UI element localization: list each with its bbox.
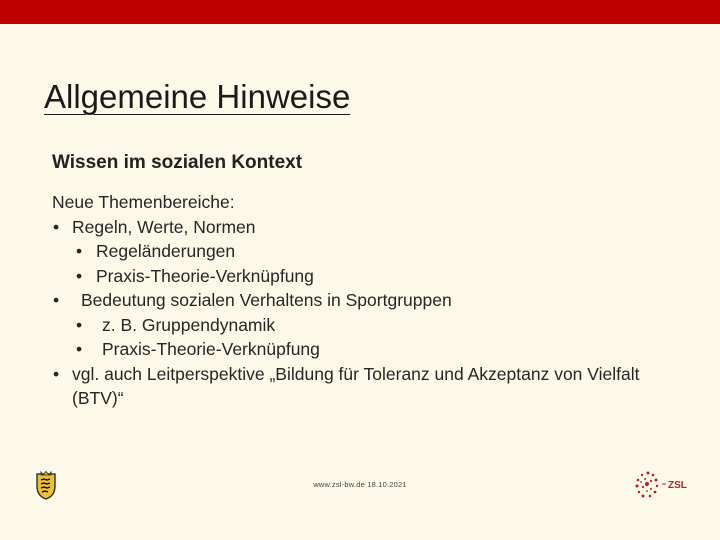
bullet-icon: • (76, 241, 83, 261)
bullet-icon: • (76, 314, 83, 335)
top-accent-bar (0, 0, 720, 24)
bullet-text: Regeländerungen (96, 241, 236, 261)
bullet-text: Bedeutung sozialen Verhaltens in Sportgruppen (81, 290, 452, 310)
zsl-logo-text: ZSL (668, 480, 687, 491)
sub-bullet-item (52, 313, 692, 338)
slide-body (52, 190, 692, 411)
bullet-icon: • (53, 363, 60, 384)
bullet-item (52, 362, 692, 411)
bullet-text: Regeln, Werte, Normen (72, 216, 256, 237)
bullet-item (52, 215, 692, 240)
bullet-text: Praxis-Theorie-Verknüpfung (96, 265, 314, 286)
slide-title: Allgemeine Hinweise (44, 78, 351, 115)
slide-subtitle: Wissen im sozialen Kontext (52, 152, 303, 173)
bullet-item (52, 288, 692, 313)
bullet-text: vgl. auch Leitperspektive „Bildung für Toleranz und Akzeptanz von Vielfalt (BTV)“ (72, 363, 640, 408)
bullet-icon: • (53, 216, 60, 237)
bullet-text: z. B. Gruppendynamik (102, 314, 276, 335)
sub-bullet-item (52, 264, 692, 289)
footer-url-date: www.zsl-bw.de 18.10.2021 (313, 480, 407, 489)
sub-bullet-item (52, 337, 692, 362)
bullet-icon: • (53, 290, 60, 310)
bullet-icon: • (76, 265, 83, 286)
bullet-icon: • (76, 339, 83, 359)
zsl-logo-icon (632, 469, 688, 501)
sub-bullet-item (52, 239, 692, 264)
bullet-text: Praxis-Theorie-Verknüpfung (102, 339, 320, 359)
intro-text: Neue Themenbereiche: (52, 192, 235, 212)
